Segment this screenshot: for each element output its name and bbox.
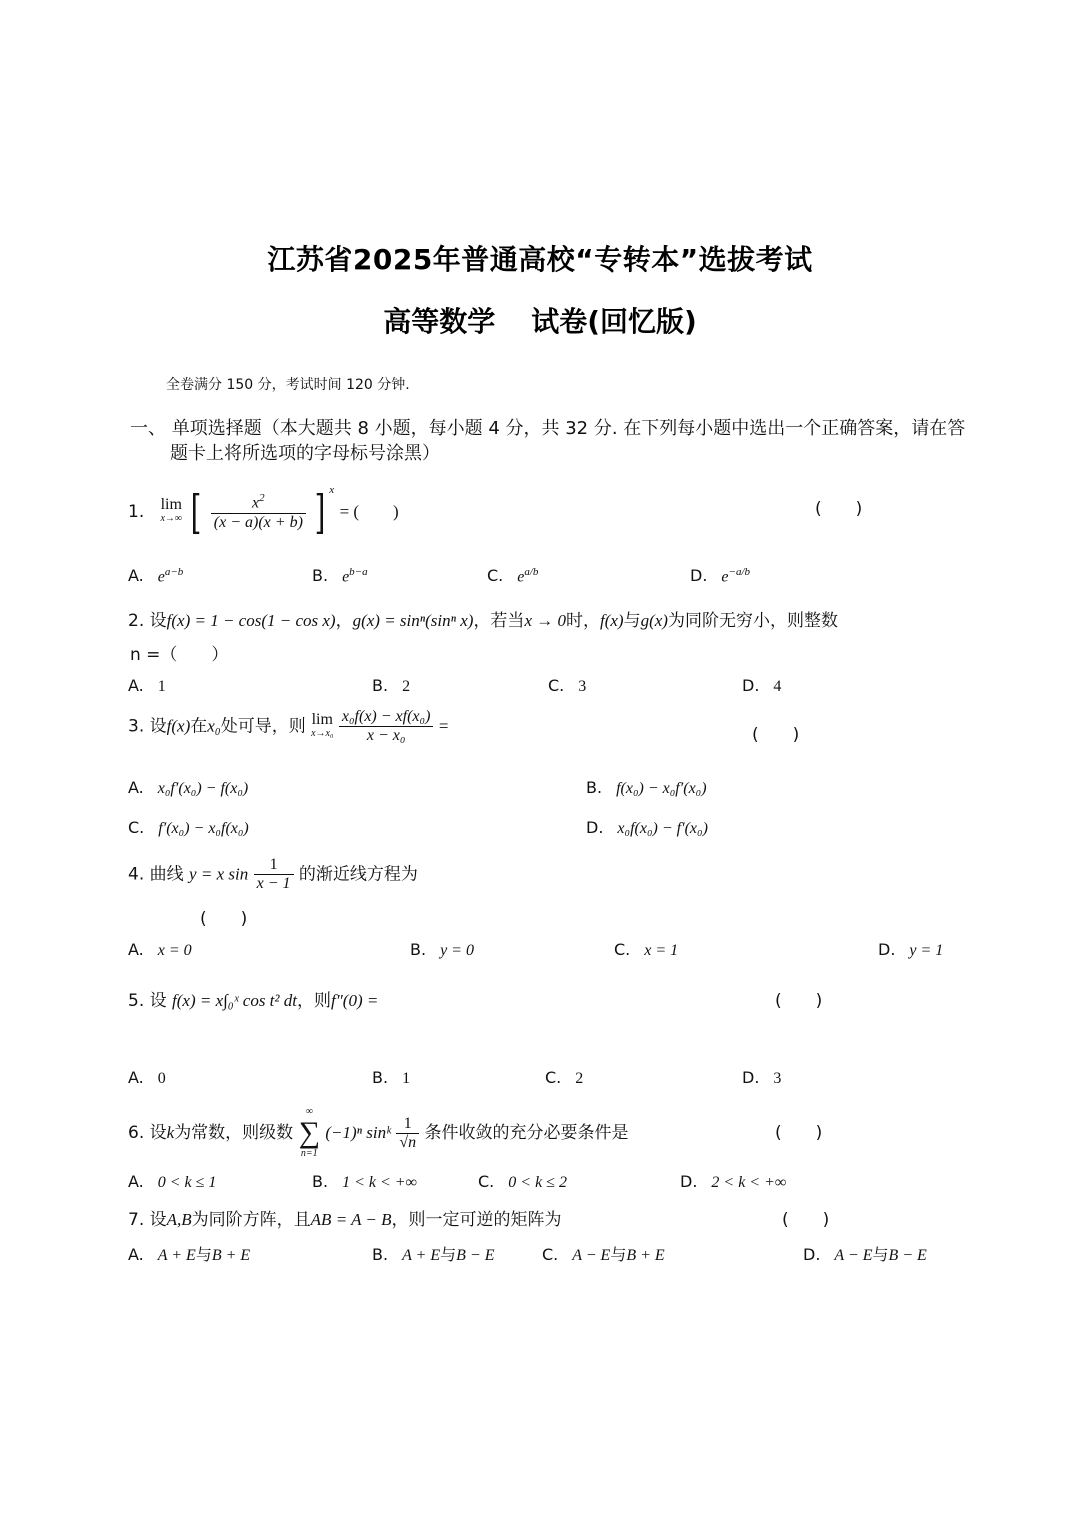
option-c: C. A − E与B + E — [542, 1245, 665, 1264]
answer-paren: ( ) — [815, 499, 863, 519]
q1-tail: = ( ) — [339, 502, 399, 521]
question-number: 1. — [128, 502, 145, 522]
question-number: 7. — [128, 1210, 145, 1230]
option-c: C. 2 — [545, 1068, 584, 1087]
q2-f-def: f(x) = 1 − cos(1 − cos x) — [166, 611, 336, 630]
q6-fraction: $\frac{1}{√n}$ — [396, 1115, 419, 1152]
option-c: C. f′(x₀) − x₀f(x₀) — [128, 818, 249, 837]
section-heading — [130, 416, 990, 466]
option-d: D. 4 — [742, 676, 782, 695]
question-number: 3. — [128, 716, 145, 737]
question-2: 2. 设f(x) = 1 − cos(1 − cos x)，g(x) = sinⁿ(sinⁿ x)，若当x → 0时，f(x)与g(x)为同阶无穷小，则整数 — [128, 611, 838, 631]
exam-note: 全卷满分 150 分，考试时间 120 分钟. — [166, 377, 410, 393]
option-b: B. 1 — [372, 1068, 411, 1087]
question-3: 3. 设f(x)在x₀处可导，则 lim x→x₀ $\frac{\text{x₀f(x) − xf(x₀)}}{\text{x − x₀}}$ = — [128, 708, 449, 744]
option-b: B. $e^{b-a}$ — [312, 566, 368, 586]
q1-fraction: $\frac{x^2}{(x - a)(x + b)}$ — [211, 492, 306, 531]
exam-subtitle — [0, 300, 1080, 340]
question-number: 6. — [128, 1123, 145, 1143]
option-c: C. 3 — [548, 676, 587, 695]
q5-definition: f(x) = x∫₀ˣ cos t² dt — [172, 991, 297, 1010]
option-a: A. 0 — [128, 1068, 166, 1087]
left-bracket: [ — [191, 485, 202, 539]
option-d: D. 3 — [742, 1068, 782, 1087]
option-a: A. $e^{a-b}$ — [128, 566, 184, 586]
answer-paren: ( ) — [782, 1210, 830, 1230]
answer-paren: ( ) — [752, 725, 800, 745]
answer-paren: ( ) — [775, 1123, 823, 1143]
option-a: A. 1 — [128, 676, 166, 695]
option-a: A. 0 < k ≤ 1 — [128, 1172, 217, 1191]
question-number: 4. — [128, 864, 145, 885]
question-2-line-2: n =（ ） — [130, 645, 229, 665]
exam-title: 江苏省2025年普通高校“专转本”选拔考试 — [267, 243, 813, 276]
answer-paren: ( ) — [200, 909, 248, 929]
right-bracket: ] — [314, 485, 326, 539]
question-7: 7. 设A,B为同阶方阵，且AB = A − B，则一定可逆的矩阵为 — [128, 1210, 562, 1230]
option-a: A. A + E与B + E — [128, 1245, 251, 1264]
section-line-2: 题卡上将所选项的字母标号涂黑） — [170, 443, 440, 464]
option-c: C. $e^{a/b}$ — [487, 566, 539, 586]
option-b: B. A + E与B − E — [372, 1245, 495, 1264]
option-d: D. A − E与B − E — [803, 1245, 927, 1264]
q3-fraction: $\frac{\text{x₀f(x) − xf(x₀)}}{\text{x − x₀}}$ — [339, 708, 434, 745]
option-d: D. y = 1 — [878, 940, 944, 959]
option-c: C. x = 1 — [614, 940, 679, 959]
option-b: B. f(x₀) − x₀f′(x₀) — [586, 778, 707, 797]
subject-label: 高等数学 — [383, 305, 496, 338]
limit-operator: lim x→x₀ — [311, 710, 334, 739]
option-d: D. $e^{-a/b}$ — [690, 566, 750, 586]
summation-sign: ∞ ∑ n=1 — [298, 1106, 320, 1159]
option-c: C. 0 < k ≤ 2 — [478, 1172, 567, 1191]
answer-paren: ( ) — [775, 991, 823, 1011]
question-1: 1. lim x→∞ [ $\frac{x^2}{(x - a)(x + b)}$ ] $^x$ = ( ) — [128, 484, 399, 539]
question-5: 5. 设 f(x) = x∫₀ˣ cos t² dt，则f″(0) = — [128, 991, 379, 1011]
option-a: A. x = 0 — [128, 940, 192, 959]
q4-fraction: $\frac{1}{x - 1}$ — [254, 856, 294, 893]
limit-operator: lim x→∞ — [160, 496, 183, 524]
option-b: B. y = 0 — [410, 940, 474, 959]
question-number: 5. — [128, 991, 145, 1011]
question-6: 6. 设k为常数，则级数 ∞ ∑ n=1 (−1)ⁿ sinᵏ $\frac{1}{√n}$ 条件收敛的充分必要条件是 — [128, 1106, 629, 1159]
q2-g-def: g(x) = sinⁿ(sinⁿ x) — [352, 611, 474, 630]
option-d: D. 2 < k < +∞ — [680, 1172, 787, 1191]
section-line-1: 一、 单项选择题（本大题共 8 小题，每小题 4 分，共 32 分. 在下列每小题中选出一个正确答案，请在答 — [130, 418, 966, 439]
paper-label: 试卷(回忆版) — [531, 305, 697, 338]
question-4: 4. 曲线 y = x sin $\frac{1}{x - 1}$ 的渐近线方程为 — [128, 856, 418, 892]
option-d: D. x₀f(x₀) − f′(x₀) — [586, 818, 708, 837]
option-b: B. 1 < k < +∞ — [312, 1172, 417, 1191]
option-a: A. x₀f′(x₀) − f(x₀) — [128, 778, 249, 797]
question-number: 2. — [128, 611, 145, 631]
option-b: B. 2 — [372, 676, 411, 695]
